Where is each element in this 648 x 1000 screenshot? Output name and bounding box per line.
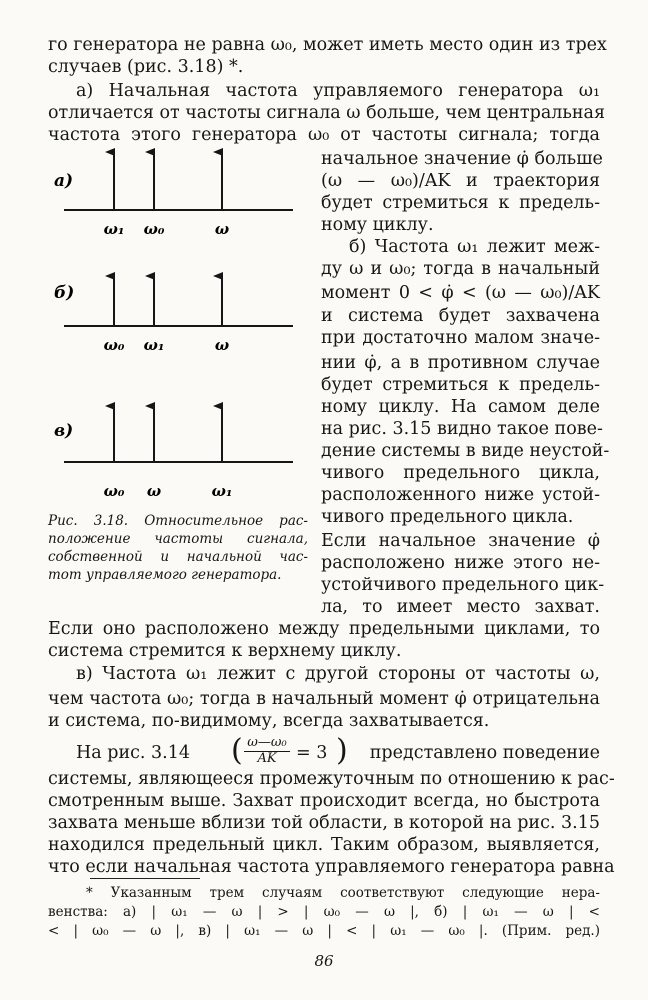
text-line: чивого предельного цикла,: [321, 463, 600, 483]
figure-caption: тот управляемого генератора.: [48, 567, 282, 583]
text-line: момент 0 < φ̇ < (ω — ω₀)/AK: [321, 283, 600, 303]
text-line: на рис. 3.15 видно такое пове-: [321, 419, 603, 439]
formula-equals: = 3: [296, 743, 328, 763]
text-line: чивого предельного цикла.: [321, 507, 574, 527]
row-label: а): [54, 171, 74, 191]
text-line: (ω — ω₀)/AK и траектория: [321, 171, 600, 191]
row-label: б): [54, 283, 75, 303]
formula-tail: представлено поведение: [369, 743, 600, 763]
text-line: нии φ̇, а в противном случае: [321, 353, 600, 373]
text-line: в) Частота ω₁ лежит с другой стороны от частоты ω,: [76, 664, 600, 684]
text-line: ду ω и ω₀; тогда в начальный: [321, 259, 600, 279]
tick-label: ω₁: [103, 220, 125, 238]
tick-label: ω₀: [103, 336, 125, 354]
text-line: а) Начальная частота управляемого генератора ω₁: [76, 81, 600, 101]
diagram-row-c: [54, 406, 293, 500]
formula-prefix: На рис. 3.14: [76, 743, 191, 763]
paren-right: ): [336, 733, 348, 768]
text-line: Если оно расположено между предельными циклами, то: [48, 619, 600, 639]
text-line: отличается от частоты сигнала ω больше, чем центральная: [48, 103, 606, 123]
tick-label: ω₁: [143, 336, 165, 354]
text-line: б) Частота ω₁ лежит меж-: [349, 237, 600, 257]
text-line: будет стремиться к предель-: [321, 193, 600, 213]
text-line: случаев (рис. 3.18) *.: [48, 57, 244, 77]
text-line: расположенного ниже устой-: [321, 485, 600, 505]
text-line: устойчивого предельного цик-: [321, 575, 605, 595]
text-line: частота этого генератора ω₀ от частоты сигнала; тогда: [48, 125, 600, 145]
row-label: в): [54, 421, 74, 441]
text-line: будет стремиться к предель-: [321, 375, 600, 395]
text-line: расположено ниже этого не-: [321, 553, 600, 573]
text-line: находился предельный цикл. Таким образом, выявляется,: [48, 835, 600, 855]
text-line: го генератора не равна ω₀, может иметь место один из трех: [48, 35, 607, 55]
tick-label: ω: [214, 220, 230, 238]
tick-label: ω₁: [211, 482, 233, 500]
text-line: что если начальная частота управляемого генератора равна: [48, 857, 615, 877]
text-line: ла, то имеет место захват.: [321, 597, 600, 617]
text-line: системы, являющееся промежуточным по отношению к рас-: [48, 769, 615, 789]
text-line: смотренным выше. Захват происходит всегда, но быстрота: [48, 791, 600, 811]
tick-label: ω₀: [103, 482, 125, 500]
text-line: дение системы в виде неустой-: [321, 441, 610, 461]
figure-caption: собственной и начальной час-: [48, 549, 308, 565]
diagram-row-b: [54, 276, 293, 354]
text-line: и система будет захвачена: [321, 306, 600, 326]
text-line: ному циклу. На самом деле: [321, 397, 600, 417]
text-line: ному циклу.: [321, 215, 434, 235]
page-number: 86: [314, 952, 334, 970]
text-line: начальное значение φ̇ больше: [321, 149, 603, 169]
footnote-rule: [90, 878, 200, 879]
text-line: Если начальное значение φ̇: [321, 531, 600, 551]
footnote-line: < | ω₀ — ω |, в) | ω₁ — ω | < | ω₁ — ω₀ |. (Прим. ред.): [48, 923, 600, 939]
fraction-numerator: ω—ω₀: [244, 736, 290, 752]
text-line: и система, по-видимому, всегда захватывается.: [48, 711, 490, 731]
paren-left: (: [231, 733, 243, 768]
tick-label: ω: [214, 336, 230, 354]
figure-caption: Рис. 3.18. Относительное рас-: [48, 513, 308, 529]
diagram-row-a: [54, 152, 293, 238]
text-line: чем частота ω₀; тогда в начальный момент φ̇ отрицательна: [48, 689, 600, 709]
footnote-line: * Указанным трем случаям соответствуют следующие нера-: [86, 885, 600, 901]
text-line: при достаточно малом значе-: [321, 328, 600, 348]
fraction-denominator: AK: [257, 751, 277, 766]
formula-line: [76, 733, 600, 768]
footnote-line: венства: а) | ω₁ — ω | > | ω₀ — ω |, б) | ω₁ — ω | <: [48, 904, 600, 920]
fraction: [244, 736, 290, 766]
tick-label: ω: [146, 482, 162, 500]
figure-caption: положение частоты сигнала,: [48, 531, 308, 547]
tick-label: ω₀: [143, 220, 165, 238]
text-line: захвата меньше вблизи той области, в которой на рис. 3.15: [48, 813, 600, 833]
text-line: система стремится к верхнему циклу.: [48, 641, 402, 661]
